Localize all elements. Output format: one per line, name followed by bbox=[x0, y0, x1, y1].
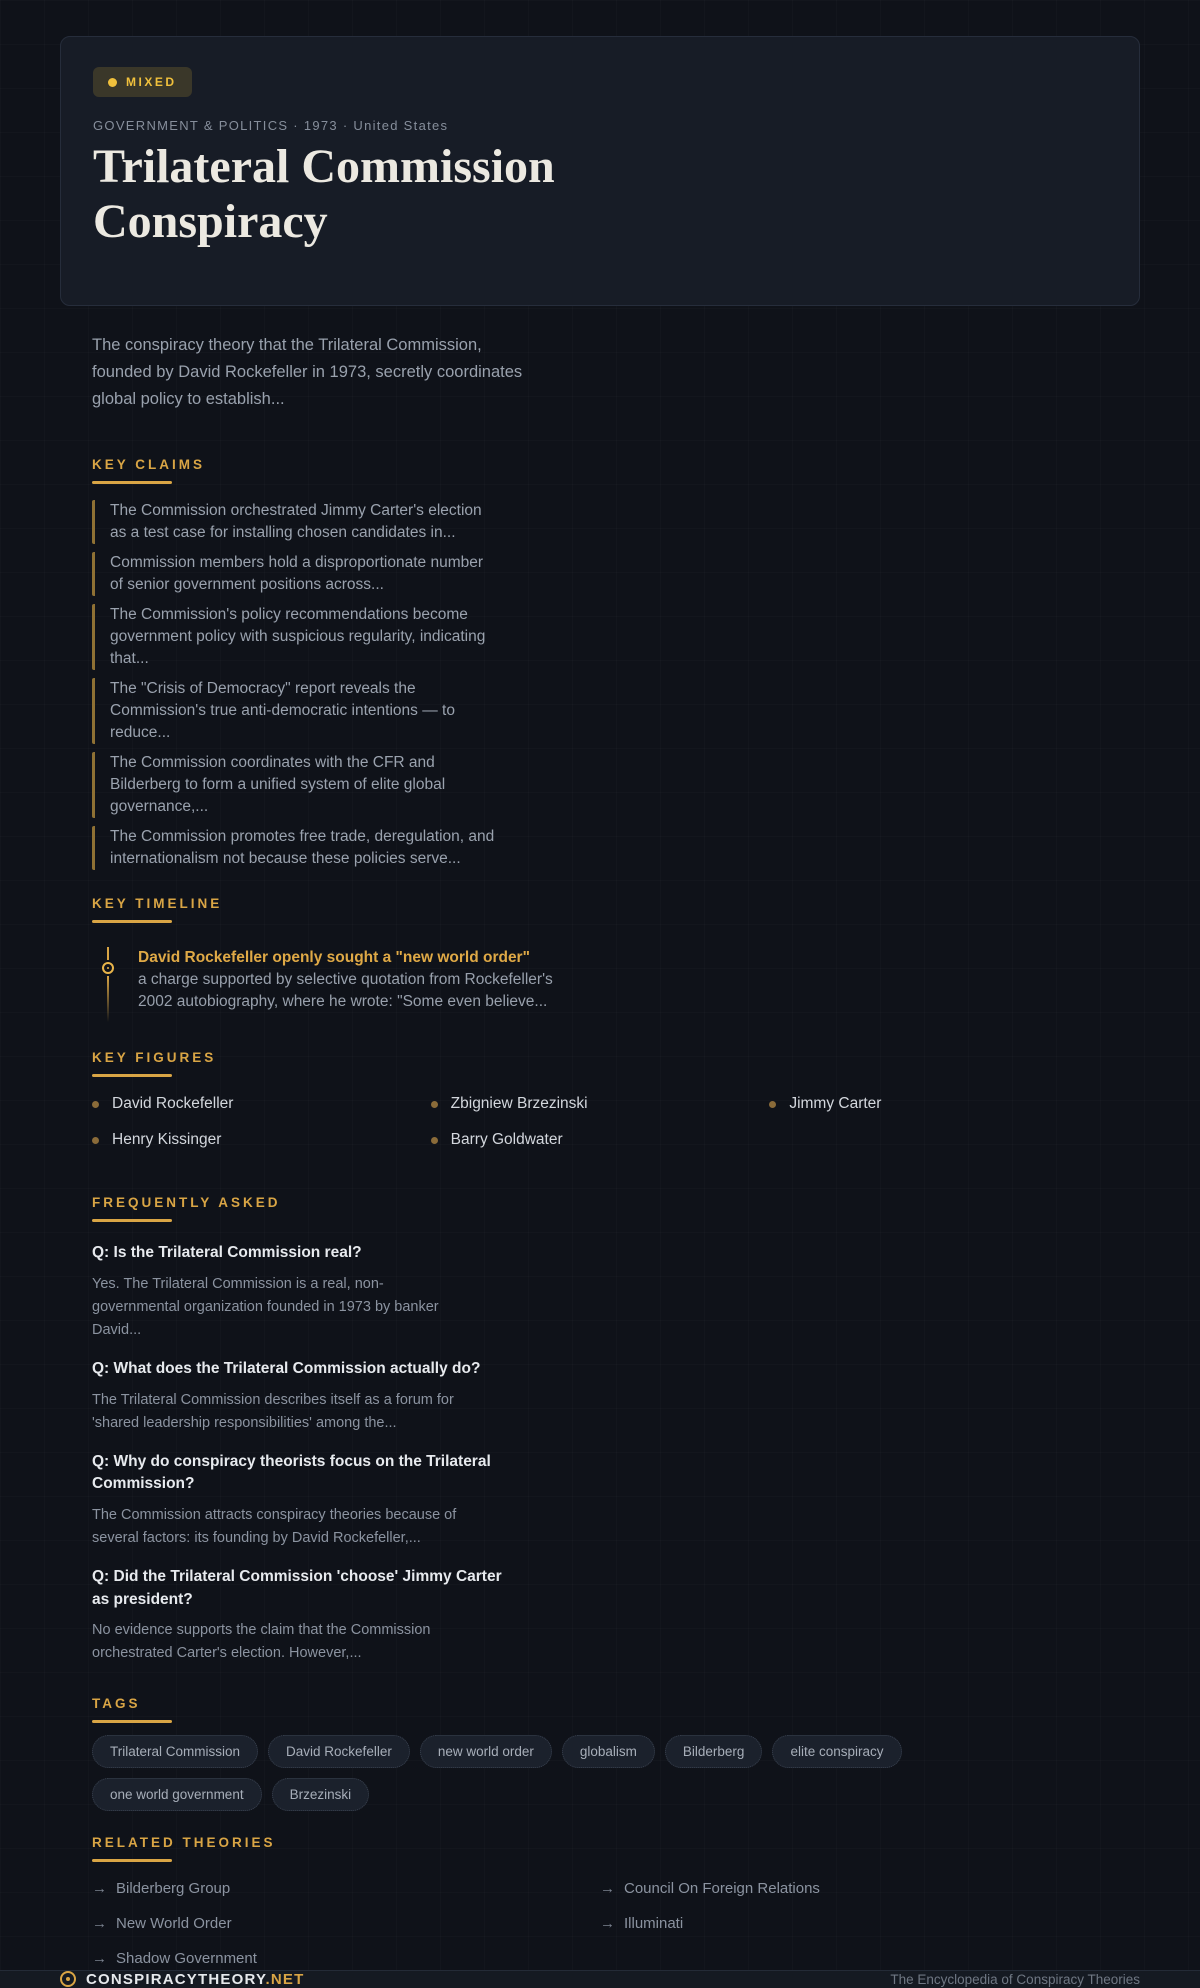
related-link-label: Council On Foreign Relations bbox=[624, 1879, 820, 1897]
eye-icon bbox=[60, 1971, 76, 1987]
arrow-icon: → bbox=[600, 1914, 615, 1932]
figure-bullet-icon bbox=[769, 1101, 776, 1108]
claim-item: The Commission orchestrated Jimmy Carter's election as a test case for installing chosen candidates in... bbox=[92, 500, 500, 544]
arrow-icon: → bbox=[92, 1914, 107, 1932]
status-badge-label: MIXED bbox=[126, 75, 177, 89]
tag-pill[interactable]: new world order bbox=[420, 1735, 552, 1768]
key-claims-list bbox=[92, 500, 1108, 870]
page-title-line1: Trilateral Commission bbox=[93, 140, 555, 193]
timeline-event-body bbox=[138, 947, 590, 1022]
figure-name: Zbigniew Brzezinski bbox=[450, 1095, 588, 1113]
related-theories-underline bbox=[92, 1859, 172, 1862]
related-link[interactable] bbox=[600, 1878, 1108, 1900]
key-timeline-underline bbox=[92, 920, 172, 923]
footer-brand-tld: .NET bbox=[265, 1970, 305, 1988]
key-figures-heading: KEY FIGURES bbox=[92, 1050, 217, 1066]
claim-item: The "Crisis of Democracy" report reveals the Commission's true anti-democratic intentions — to reduce... bbox=[92, 678, 500, 744]
claim-item: The Commission's policy recommendations become government policy with suspicious regularity, indicating that... bbox=[92, 604, 500, 670]
timeline-ring-icon bbox=[102, 962, 114, 974]
timeline-line-top bbox=[107, 947, 109, 960]
arrow-icon: → bbox=[600, 1879, 615, 1897]
figure-bullet-icon bbox=[431, 1137, 438, 1144]
related-link-label: Shadow Government bbox=[116, 1949, 257, 1967]
main-content bbox=[60, 306, 1140, 1969]
key-figures-grid bbox=[92, 1093, 1108, 1151]
figure-item bbox=[769, 1093, 1108, 1115]
figure-name: Henry Kissinger bbox=[112, 1131, 222, 1149]
status-dot-icon bbox=[108, 78, 117, 87]
footer-tagline: The Encyclopedia of Conspiracy Theories bbox=[890, 1971, 1140, 1987]
footer-brand[interactable] bbox=[60, 1971, 304, 1988]
arrow-icon: → bbox=[92, 1879, 107, 1897]
page-title bbox=[93, 140, 1107, 249]
faq-heading: FREQUENTLY ASKED bbox=[92, 1195, 281, 1211]
figure-item bbox=[92, 1129, 431, 1151]
hero-card bbox=[60, 36, 1140, 306]
faq-question: Q: Did the Trilateral Commission 'choose' Jimmy Carter as president? bbox=[92, 1568, 502, 1608]
figure-item bbox=[431, 1093, 770, 1115]
faq-answer: The Trilateral Commission describes itself as a forum for 'shared leadership responsibilities' among the... bbox=[92, 1391, 454, 1431]
key-figures-underline bbox=[92, 1074, 172, 1077]
timeline-marker-icon bbox=[100, 947, 116, 1022]
claim-item: The Commission promotes free trade, deregulation, and internationalism not because these policies serve... bbox=[92, 826, 500, 870]
key-claims-heading: KEY CLAIMS bbox=[92, 457, 206, 473]
key-timeline-list bbox=[92, 947, 1108, 1022]
key-claims-underline bbox=[92, 481, 172, 484]
tag-pill[interactable]: Brzezinski bbox=[272, 1778, 370, 1811]
breadcrumb: GOVERNMENT & POLITICS · 1973 · United States bbox=[93, 118, 449, 133]
faq-question: Q: What does the Trilateral Commission actually do? bbox=[92, 1360, 481, 1378]
summary-text: The conspiracy theory that the Trilateral Commission, founded by David Rockefeller in 1973, secretly coordinates global policy to establish... bbox=[92, 336, 523, 409]
tag-pill[interactable]: one world government bbox=[92, 1778, 262, 1811]
claim-item: The Commission coordinates with the CFR and Bilderberg to form a unified system of elite global governance,... bbox=[92, 752, 500, 818]
faq-answer: Yes. The Trilateral Commission is a real, non-governmental organization founded in 1973 by banker David... bbox=[92, 1275, 439, 1338]
page-title-line2: Conspiracy bbox=[93, 194, 328, 248]
related-theories-grid bbox=[92, 1878, 1108, 1970]
tag-pill[interactable]: globalism bbox=[562, 1735, 655, 1768]
figure-name: Barry Goldwater bbox=[450, 1131, 563, 1149]
related-theories-heading: RELATED THEORIES bbox=[92, 1834, 276, 1850]
status-badge bbox=[93, 67, 192, 97]
faq-question: Q: Why do conspiracy theorists focus on the Trilateral Commission? bbox=[92, 1452, 491, 1493]
figure-name: David Rockefeller bbox=[112, 1095, 234, 1113]
key-timeline-heading: KEY TIMELINE bbox=[92, 896, 223, 912]
footer bbox=[0, 1970, 1200, 1988]
faq-answer: No evidence supports the claim that the Commission orchestrated Carter's election. However,... bbox=[92, 1622, 431, 1662]
faq-answer: The Commission attracts conspiracy theories because of several factors: its founding by David Rockefeller,... bbox=[92, 1506, 457, 1547]
figure-bullet-icon bbox=[92, 1137, 99, 1144]
timeline-event-description: a charge supported by selective quotation from Rockefeller's 2002 autobiography, where he wrote: "Some even believe... bbox=[138, 971, 553, 1011]
tags-row bbox=[92, 1735, 932, 1811]
figure-bullet-icon bbox=[431, 1101, 438, 1108]
tags-heading: TAGS bbox=[92, 1695, 141, 1711]
tag-pill[interactable]: David Rockefeller bbox=[268, 1735, 410, 1768]
tag-pill[interactable]: Trilateral Commission bbox=[92, 1735, 258, 1768]
tag-pill[interactable]: Bilderberg bbox=[665, 1735, 763, 1768]
figure-bullet-icon bbox=[92, 1101, 99, 1108]
figure-item bbox=[431, 1129, 770, 1151]
timeline-event bbox=[100, 947, 1108, 1022]
timeline-event-title: David Rockefeller openly sought a "new world order" bbox=[138, 949, 530, 967]
related-link-label: Bilderberg Group bbox=[116, 1879, 231, 1897]
tags-underline bbox=[92, 1720, 172, 1723]
related-link[interactable] bbox=[92, 1948, 600, 1970]
figure-name: Jimmy Carter bbox=[789, 1095, 882, 1113]
related-link[interactable] bbox=[92, 1913, 600, 1935]
timeline-line-bottom bbox=[107, 976, 109, 1022]
faq-list bbox=[92, 1242, 1108, 1666]
arrow-icon: → bbox=[92, 1949, 107, 1967]
related-link[interactable] bbox=[92, 1878, 600, 1900]
faq-question: Q: Is the Trilateral Commission real? bbox=[92, 1244, 362, 1262]
figure-item bbox=[92, 1093, 431, 1115]
footer-brand-main: CONSPIRACYTHEORY bbox=[86, 1970, 266, 1988]
footer-brand-text bbox=[86, 1971, 304, 1988]
faq-underline bbox=[92, 1219, 172, 1222]
related-link-label: New World Order bbox=[116, 1914, 232, 1932]
related-link-label: Illuminati bbox=[624, 1914, 684, 1932]
claim-item: Commission members hold a disproportionate number of senior government positions across... bbox=[92, 552, 500, 596]
tag-pill[interactable]: elite conspiracy bbox=[772, 1735, 901, 1768]
related-link[interactable] bbox=[600, 1913, 1108, 1935]
